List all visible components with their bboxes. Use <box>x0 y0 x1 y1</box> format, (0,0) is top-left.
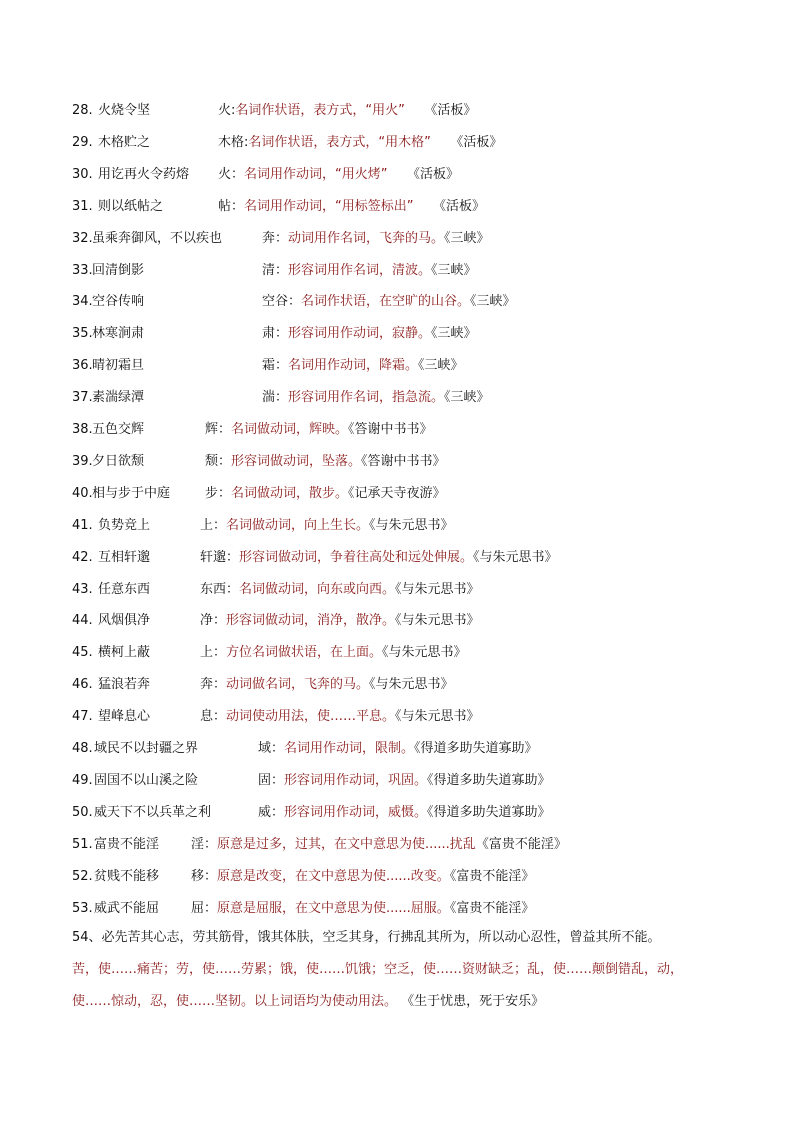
entry-number: 46. <box>72 677 93 692</box>
entry-target-word: 威： <box>258 805 285 820</box>
entry-target-word: 轩邈： <box>200 550 240 565</box>
entry-number: 49. <box>72 773 93 788</box>
entry-meaning: 名词用作动词，限制。 <box>284 741 415 756</box>
entry-source: 《三峡》 <box>418 358 464 373</box>
entry-number: 32. <box>72 231 93 246</box>
entry-target-word: 步： <box>205 486 232 501</box>
entry-number: 53. <box>72 901 93 916</box>
entry-target-word: 空谷： <box>262 294 302 309</box>
entry-phrase: 虽乘奔御风，不以疾也 <box>92 231 223 246</box>
entry-source: 《与朱元思书》 <box>395 613 480 628</box>
entry-phrase: 五色交辉 <box>92 422 145 437</box>
entry-explanation <box>262 230 490 248</box>
entry-number: 28. <box>72 103 93 118</box>
entry-meaning: 形容词做动词，争着往高处和远处伸展。 <box>239 550 474 565</box>
entry-source: 《得道多助失道寡助》 <box>414 741 538 756</box>
entry-number: 47. <box>72 709 93 724</box>
entry-phrase: 威武不能屈 <box>94 901 160 916</box>
entry-meaning: 动词使动用法，使……平息。 <box>226 709 396 724</box>
entry-source: 《富贵不能淫》 <box>449 901 535 916</box>
entry-phrase: 回清倒影 <box>92 263 145 278</box>
entry-number: 41. <box>72 518 93 533</box>
entry-meaning: 动词做名词，飞奔的马。 <box>226 677 370 692</box>
entry-number: 31. <box>72 199 93 214</box>
entry-phrase: 富贵不能淫 <box>94 837 160 852</box>
entry-target-word: 颓： <box>205 454 232 469</box>
entry-target-word: 火： <box>218 167 245 182</box>
entry-phrase: 任意东西 <box>98 582 151 597</box>
item54-line3-text: 使……惊动，忍，使……坚韧。以上词语均为使动用法。 <box>72 994 398 1009</box>
entry-source: 《与朱元思书》 <box>395 582 480 597</box>
entry-number: 50. <box>72 805 93 820</box>
entry-target-word: 固： <box>258 773 285 788</box>
entry-number: 37. <box>72 390 93 405</box>
entry-target-word: 东西： <box>200 582 240 597</box>
entry-explanation <box>262 357 464 375</box>
entry-target-word: 辉： <box>205 422 232 437</box>
entry-phrase: 威天下不以兵革之利 <box>94 805 212 820</box>
entry-phrase: 空谷传响 <box>92 294 145 309</box>
entry-meaning: 名词做动词，散步。 <box>231 486 349 501</box>
entry-target-word: 净： <box>200 613 227 628</box>
entry-phrase: 猛浪若奔 <box>98 677 151 692</box>
entry-source: 《与朱元思书》 <box>369 677 454 692</box>
entry-explanation <box>258 740 538 758</box>
entry-meaning: 形容词用作动词，寂静。 <box>288 326 432 341</box>
entry-source: 《三峡》 <box>431 263 477 278</box>
entry-explanation <box>200 676 454 694</box>
entry-target-word: 肃： <box>262 326 289 341</box>
entry-number: 33. <box>72 263 93 278</box>
entry-phrase: 晴初霜旦 <box>92 358 145 373</box>
entry-explanation <box>262 389 490 407</box>
entry-target-word: 奔： <box>200 677 227 692</box>
entry-target-word: 息： <box>200 709 227 724</box>
entry-phrase: 域民不以封疆之界 <box>94 741 199 756</box>
entry-phrase: 林寒涧肃 <box>92 326 145 341</box>
entry-phrase: 互相轩邈 <box>98 550 151 565</box>
entry-explanation <box>218 166 459 184</box>
item54-line3 <box>72 993 544 1011</box>
entry-explanation <box>200 549 558 567</box>
entry-phrase: 用讫再火令药熔 <box>98 167 190 182</box>
entry-number: 29. <box>72 135 93 150</box>
entry-target-word: 帖： <box>218 199 245 214</box>
entry-source: 《三峡》 <box>431 326 477 341</box>
entry-meaning: 名词做动词，向上生长。 <box>226 518 370 533</box>
entry-source: 《与朱元思书》 <box>369 518 454 533</box>
entry-source: 《得道多助失道寡助》 <box>427 805 551 820</box>
entry-target-word: 上： <box>200 518 227 533</box>
entry-explanation <box>205 421 433 439</box>
entry-explanation <box>218 102 476 120</box>
entry-source: 《富贵不能淫》 <box>449 869 535 884</box>
entry-meaning: 动词用作名词，飞奔的马。 <box>288 231 445 246</box>
entry-phrase: 横柯上蔽 <box>98 645 151 660</box>
entry-phrase: 相与步于中庭 <box>92 486 171 501</box>
entry-number: 34. <box>72 294 93 309</box>
entry-source: 《活板》 <box>407 167 460 182</box>
entry-target-word: 淫： <box>191 837 218 852</box>
entry-number: 42. <box>72 550 93 565</box>
entry-source: 《三峡》 <box>444 390 490 405</box>
entry-explanation <box>205 485 446 503</box>
entry-number: 43. <box>72 582 93 597</box>
entry-source: 《与朱元思书》 <box>395 709 480 724</box>
entry-target-word: 霜： <box>262 358 289 373</box>
entry-meaning: 名词用作动词，“用标签标出” <box>244 199 414 214</box>
entry-gap <box>431 135 451 150</box>
entry-number: 52. <box>72 869 93 884</box>
item54-line2: 苦，使……痛苦；劳，使……劳累；饿，使……饥饿；空乏，使……资财缺乏；乱，使……颠倒错乱，动， <box>72 962 684 977</box>
entry-number: 48. <box>72 741 93 756</box>
entry-explanation <box>191 836 567 854</box>
entry-gap <box>405 103 425 118</box>
entry-explanation <box>262 293 516 311</box>
entry-gap <box>388 167 408 182</box>
entry-phrase: 火烧令坚 <box>98 103 151 118</box>
entry-number: 35. <box>72 326 93 341</box>
entry-source: 《活板》 <box>433 199 486 214</box>
entry-target-word: 木格: <box>218 135 249 150</box>
entry-target-word: 屈： <box>191 901 218 916</box>
entry-explanation <box>200 644 467 662</box>
entry-phrase: 则以纸帖之 <box>98 199 164 214</box>
entry-phrase: 贫贱不能移 <box>94 869 160 884</box>
entry-explanation <box>258 772 551 790</box>
entry-explanation <box>262 262 477 280</box>
entry-meaning: 形容词做动词，消净，散净。 <box>226 613 396 628</box>
entry-meaning: 方位名词做状语，在上面。 <box>226 645 383 660</box>
entry-meaning: 形容词用作动词，巩固。 <box>284 773 428 788</box>
entry-explanation <box>262 325 477 343</box>
entry-meaning: 名词做动词，辉映。 <box>231 422 349 437</box>
entry-meaning: 形容词做动词，坠落。 <box>231 454 362 469</box>
entry-number: 40. <box>72 486 93 501</box>
entry-source: 《与朱元思书》 <box>473 550 558 565</box>
entry-explanation <box>200 517 454 535</box>
entry-source: 《得道多助失道寡助》 <box>427 773 551 788</box>
entry-phrase: 风烟俱净 <box>98 613 151 628</box>
entry-meaning: 名词做动词，向东或向西。 <box>239 582 396 597</box>
entry-target-word: 域： <box>258 741 285 756</box>
entry-target-word: 湍： <box>262 390 289 405</box>
entry-target-word: 奔： <box>262 231 289 246</box>
entry-explanation <box>218 134 502 152</box>
entry-number: 30. <box>72 167 93 182</box>
entry-number: 51. <box>72 837 93 852</box>
entry-number: 39. <box>72 454 93 469</box>
entry-meaning: 原意是过多，过其，在文中意思为使......扰乱 <box>217 837 476 852</box>
item54-line1: 54、必先苦其心志，劳其筋骨，饿其体肤，空乏其身，行拂乱其所为，所以动心忍性，曾益其所不能。 <box>72 930 661 945</box>
entry-explanation <box>200 708 480 726</box>
entry-source: 《答谢中书书》 <box>348 422 433 437</box>
entry-explanation <box>205 453 446 471</box>
entry-phrase: 夕日欲颓 <box>92 454 145 469</box>
entry-explanation <box>200 581 480 599</box>
entry-number: 36. <box>72 358 93 373</box>
entry-meaning: 原意是改变，在文中意思为使......改变。 <box>217 869 450 884</box>
entry-source: 《记承天寺夜游》 <box>348 486 446 501</box>
entry-source: 《活板》 <box>424 103 477 118</box>
entry-meaning: 形容词用作名词，清波。 <box>288 263 432 278</box>
entry-phrase: 望峰息心 <box>98 709 151 724</box>
entry-meaning: 名词作状语，表方式，“用火” <box>235 103 405 118</box>
entry-source: 《与朱元思书》 <box>382 645 467 660</box>
entry-meaning: 形容词用作动词，威慑。 <box>284 805 428 820</box>
entry-meaning: 名词作状语，表方式，“用木格” <box>248 135 431 150</box>
entry-number: 45. <box>72 645 93 660</box>
entry-source: 《三峡》 <box>470 294 516 309</box>
entry-number: 38. <box>72 422 93 437</box>
entry-phrase: 素湍绿潭 <box>92 390 145 405</box>
entry-target-word: 清： <box>262 263 289 278</box>
entry-target-word: 火: <box>218 103 236 118</box>
entry-explanation <box>191 900 534 918</box>
entry-explanation <box>200 612 480 630</box>
entry-phrase: 负势竞上 <box>98 518 151 533</box>
entry-meaning: 名词用作动词，降霜。 <box>288 358 419 373</box>
entry-meaning: 形容词用作名词，指急流。 <box>288 390 445 405</box>
entry-meaning: 原意是屈服，在文中意思为使......屈服。 <box>217 901 450 916</box>
entry-gap <box>414 199 434 214</box>
entry-explanation <box>218 198 485 216</box>
entry-number: 44. <box>72 613 93 628</box>
entry-explanation <box>258 804 551 822</box>
entry-target-word: 移： <box>191 869 218 884</box>
entry-phrase: 固国不以山溪之险 <box>94 773 199 788</box>
entry-meaning: 名词用作动词，“用火烤” <box>244 167 388 182</box>
entry-explanation <box>191 868 534 886</box>
entry-meaning: 名词作状语，在空旷的山谷。 <box>301 294 471 309</box>
item54-line3-source: 《生于忧患，死于安乐》 <box>401 994 545 1009</box>
entry-source: 《富贵不能淫》 <box>475 837 567 852</box>
entry-source: 《答谢中书书》 <box>361 454 446 469</box>
entry-source: 《活板》 <box>450 135 503 150</box>
entry-source: 《三峡》 <box>444 231 490 246</box>
entry-phrase: 木格贮之 <box>98 135 151 150</box>
entry-target-word: 上： <box>200 645 227 660</box>
